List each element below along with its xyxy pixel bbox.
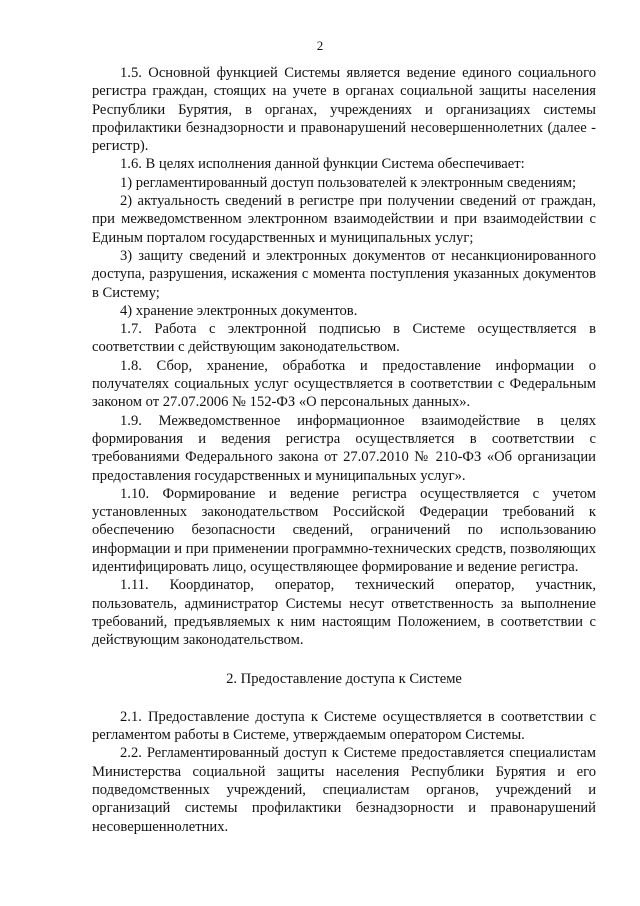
paragraph-2-1: 2.1. Предоставление доступа к Системе осуществляется в соответствии с регламентом работы в Системе, утверждаемым оператором Системы.: [92, 708, 596, 744]
document-body: [92, 64, 596, 836]
list-item-3: 3) защиту сведений и электронных документов от несанкционированного доступа, разрушения, искажения с момента поступления указанных документов в Систему;: [92, 247, 596, 301]
paragraph-1-5: 1.5. Основной функцией Системы является ведение единого социального регистра граждан, стоящих на учете в органах социальной защиты населения Республики Бурятия, в органах, учреждениях и организациях системы профилактики безнадзорности и правонарушений несовершеннолетних (далее - регистр).: [92, 65, 596, 155]
paragraph-1-9: 1.9. Межведомственное информационное взаимодействие в целях формирования и ведения регистра осуществляется в соответствии с требованиями Федерального закона от 27.07.2010 № 210-ФЗ «Об организации предоставления государственных и муниципальных услуг».: [92, 412, 596, 484]
paragraph-1-11: 1.11. Координатор, оператор, технический оператор, участник, пользователь, администратор Системы несут ответственность за выполнение требований, предъявляемых к ним настоящим Положением, в соответствии с действующим законодательством.: [92, 577, 596, 649]
paragraph-1-8: 1.8. Сбор, хранение, обработка и предоставление информации о получателях социальных услуг осуществляется в соответствии с Федеральным законом от 27.07.2006 № 152-ФЗ «О персональных данных».: [92, 357, 596, 411]
paragraph-1-7: 1.7. Работа с электронной подписью в Системе осуществляется в соответствии с действующим законодательством.: [92, 321, 596, 356]
page-number: 2: [316, 38, 324, 53]
paragraph-2-2: 2.2. Регламентированный доступ к Системе предоставляется специалистам Министерства социальной защиты населения Республики Бурятия и его подведомственных учреждений, специалистам органов, учреждений и организаций системы профилактики безнадзорности и правонарушений несовершеннолетних.: [92, 745, 596, 835]
list-item-1: 1) регламентированный доступ пользователей к электронным сведениям;: [120, 174, 577, 191]
list-item-4: 4) хранение электронных документов.: [120, 302, 358, 319]
section-heading: 2. Предоставление доступа к Системе: [226, 670, 462, 687]
paragraph-1-6: 1.6. В целях исполнения данной функции Система обеспечивает:: [120, 156, 525, 173]
paragraph-1-10: 1.10. Формирование и ведение регистра осуществляется с учетом установленных законодательством Российской Федерации требований к обеспечению безопасности сведений, ограничений по использованию информации и при применении программно-технических средств, позволяющих идентифицировать лицо, осуществляющее формирование и ведение регистра.: [92, 485, 596, 576]
list-item-2: 2) актуальность сведений в регистре при получении сведений от граждан, при межведомственном электронном взаимодействии и при взаимодействии с Единым порталом государственных и муниципальных услуг;: [92, 193, 596, 246]
